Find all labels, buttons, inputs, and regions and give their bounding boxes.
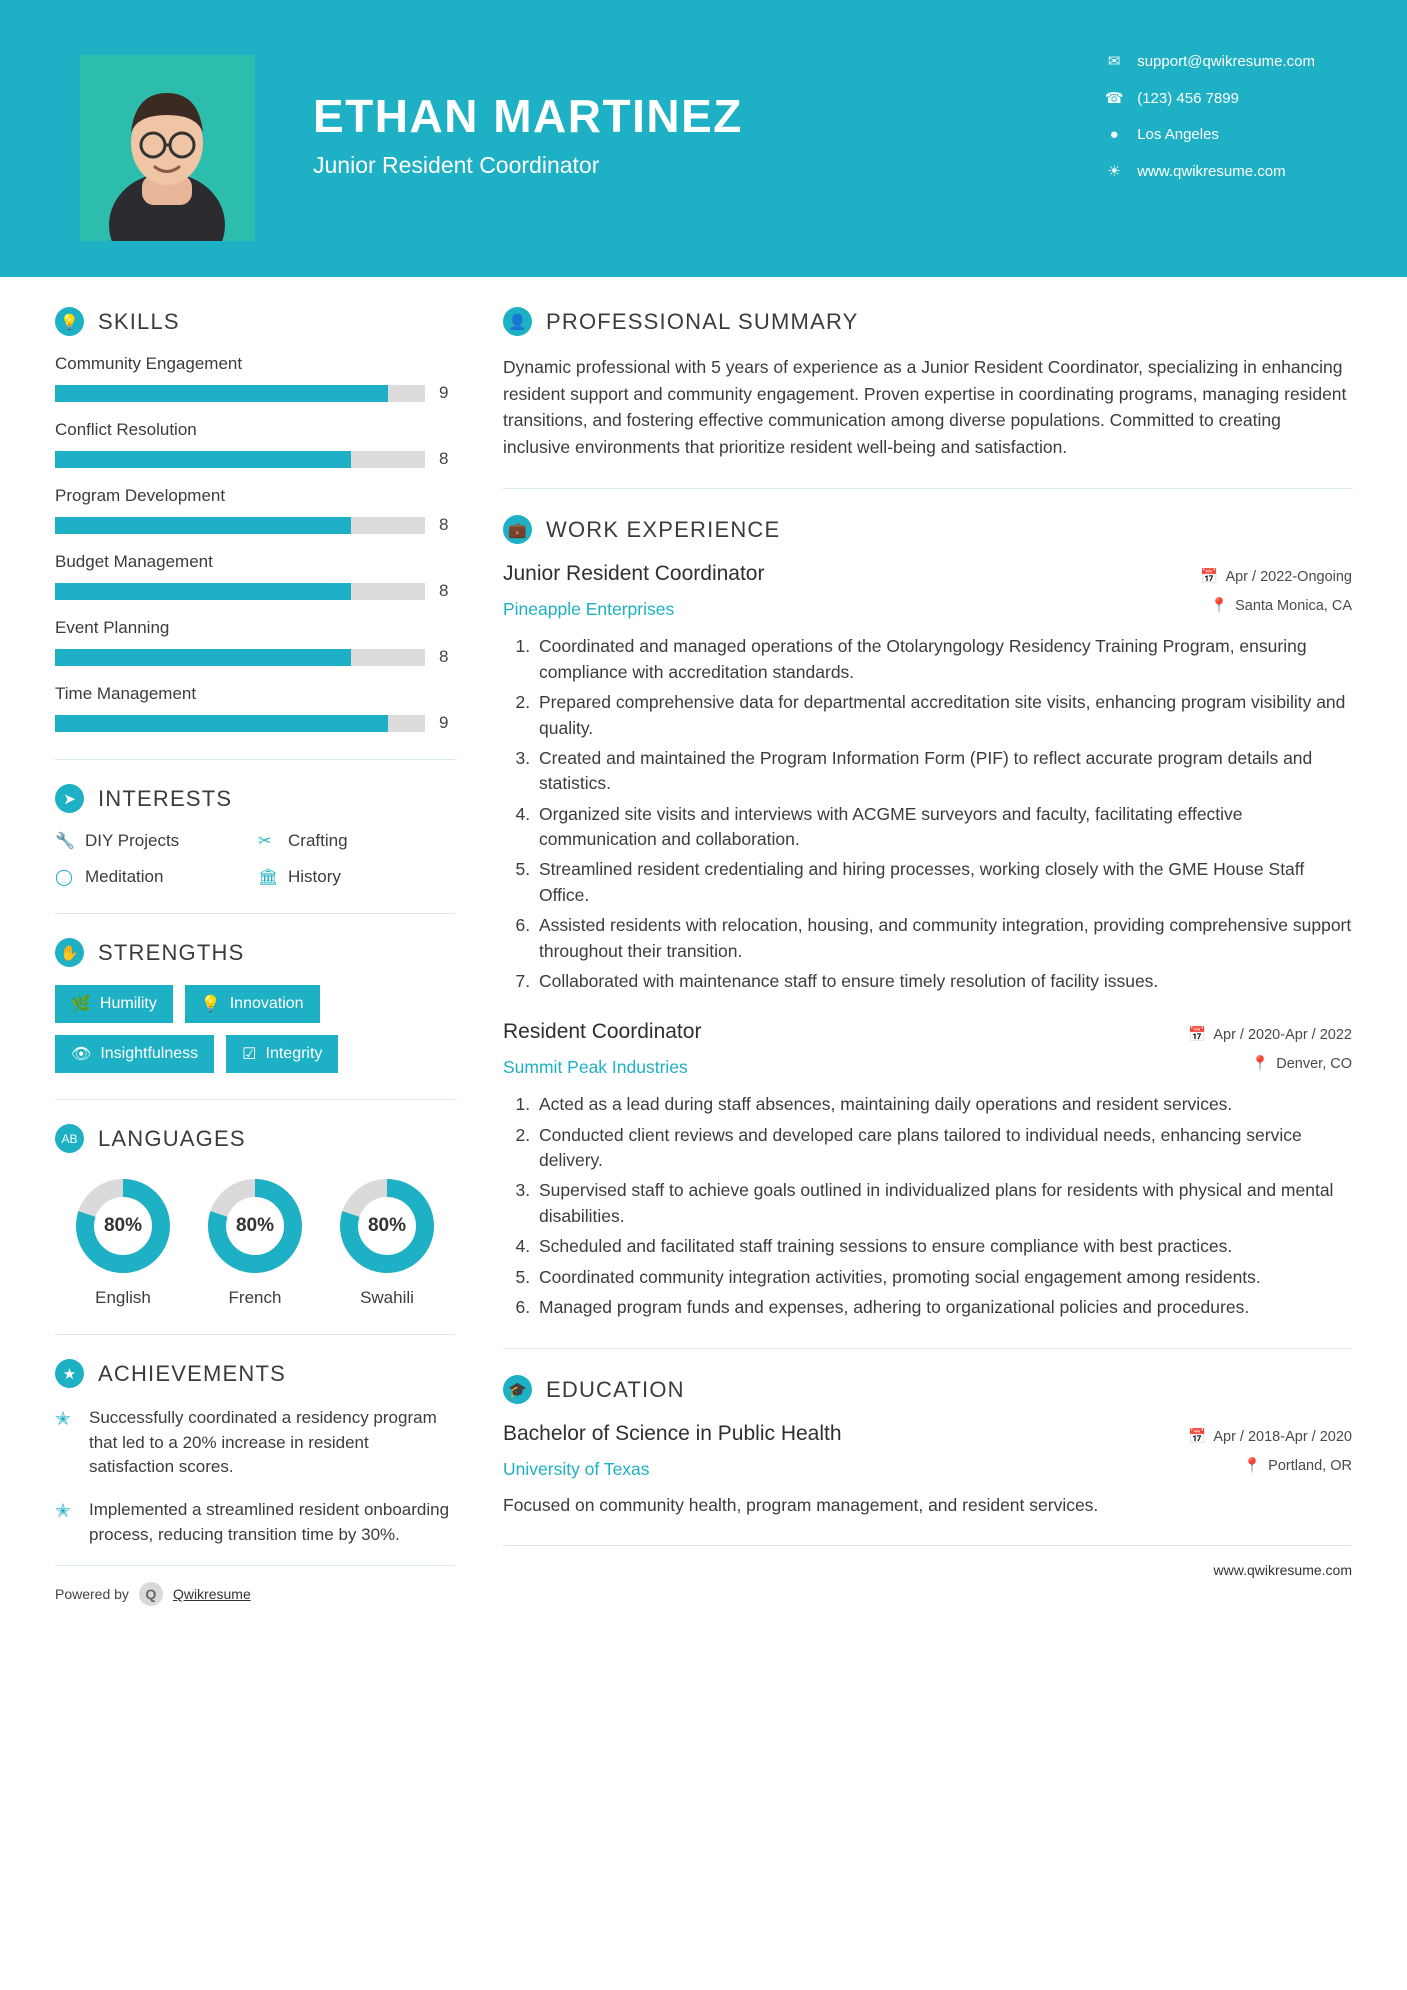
- job-dates-row: [1200, 568, 1352, 585]
- candidate-name: ETHAN MARTINEZ: [313, 90, 743, 142]
- job-company: Summit Peak Industries: [503, 1057, 688, 1078]
- language-donut: [206, 1177, 304, 1275]
- skill-bar: [55, 649, 425, 666]
- contact-location: [1101, 126, 1315, 143]
- strength-chip: [226, 1035, 338, 1073]
- calendar-icon: 📅: [1188, 1027, 1207, 1044]
- strength-label: Innovation: [229, 995, 304, 1012]
- skill-label: Budget Management: [55, 552, 213, 571]
- lightbulb-icon: 💡: [55, 307, 84, 336]
- languages-section: [55, 1124, 455, 1308]
- skill-bar: [55, 385, 425, 402]
- achievement-text: Implemented a streamlined resident onboarding process, reducing transition time by 30%.: [89, 1499, 450, 1544]
- skill-label: Event Planning: [55, 618, 170, 637]
- star-badge-icon: ★: [55, 1359, 84, 1388]
- contact-email-text: support@qwikresume.com: [1137, 52, 1315, 70]
- interest-label: DIY Projects: [85, 831, 180, 850]
- divider: [55, 1099, 455, 1100]
- contact-list: [1101, 52, 1315, 199]
- education-heading: [503, 1375, 1352, 1404]
- eye-icon: 👁: [71, 1046, 92, 1063]
- divider: [55, 759, 455, 760]
- divider: [55, 913, 455, 914]
- powered-by-footer: [55, 1565, 455, 1606]
- achievement-text: Successfully coordinated a residency program that led to a 20% increase in resident satisfaction scores.: [89, 1408, 437, 1477]
- experience-title: WORK EXPERIENCE: [546, 516, 781, 542]
- contact-website-text: www.qwikresume.com: [1137, 162, 1286, 180]
- hand-icon: ✋: [55, 938, 84, 967]
- right-column: [455, 307, 1352, 1606]
- strength-label: Insightfulness: [100, 1045, 199, 1062]
- interest-label: Meditation: [85, 867, 164, 886]
- interest-item: [55, 831, 252, 851]
- education-location: Portland, OR: [1268, 1457, 1352, 1474]
- skill-value: 8: [439, 581, 449, 600]
- divider: [503, 1348, 1352, 1349]
- interest-item: [258, 831, 455, 851]
- job-location: Santa Monica, CA: [1235, 597, 1352, 614]
- briefcase-icon: 💼: [503, 515, 532, 544]
- skill-value: 8: [439, 515, 449, 534]
- languages-title: LANGUAGES: [98, 1125, 246, 1151]
- scissors-icon: ✂: [258, 833, 272, 850]
- job-duty: 5. Streamlined resident credentialing and hiring processes, working closely with the GME House Staff Office.: [535, 857, 1352, 908]
- calendar-icon: 📅: [1188, 1429, 1207, 1446]
- interest-item: [258, 867, 455, 887]
- bulb-icon: 💡: [200, 996, 221, 1013]
- leaf-icon: 🌿: [71, 996, 91, 1013]
- skills-section: [55, 307, 455, 733]
- job-duties-list: [503, 1092, 1352, 1320]
- job-duty: 2. Prepared comprehensive data for departmental accreditation site visits, enhancing program visibility and quality.: [535, 690, 1352, 741]
- job-company: Pineapple Enterprises: [503, 599, 675, 620]
- language-icon: AB: [55, 1124, 84, 1153]
- globe-icon: ☀: [1107, 163, 1121, 180]
- job-role: Resident Coordinator: [503, 1020, 702, 1044]
- job-duty: 6. Managed program funds and expenses, adhering to organizational policies and procedures.: [535, 1295, 1352, 1320]
- skill-label: Time Management: [55, 684, 197, 703]
- contact-location-text: Los Angeles: [1137, 126, 1219, 143]
- job-location: Denver, CO: [1276, 1055, 1352, 1072]
- skill-item: [55, 420, 455, 469]
- divider: [55, 1334, 455, 1335]
- achievements-heading: [55, 1359, 455, 1388]
- strengths-heading: [55, 938, 455, 967]
- job-duty: 3. Supervised staff to achieve goals outlined in individualized plans for residents with physical and mental disabilities.: [535, 1178, 1352, 1229]
- job-location-row: [1210, 597, 1352, 614]
- achievements-title: ACHIEVEMENTS: [98, 1360, 286, 1386]
- star-icon: ✭: [55, 1500, 71, 1522]
- contact-email[interactable]: [1101, 52, 1315, 70]
- interests-section: [55, 784, 455, 887]
- job-duty: 4. Organized site visits and interviews with ACGME surveyors and faculty, facilitating effective communication and collaboration.: [535, 802, 1352, 853]
- job-duties-list: [503, 634, 1352, 994]
- job-duty: 1. Acted as a lead during staff absences, maintaining daily operations and resident services.: [535, 1092, 1352, 1117]
- location-pin-icon: 📍: [1210, 598, 1229, 615]
- wrench-icon: 🔧: [55, 833, 75, 850]
- strength-chip: [55, 1035, 214, 1073]
- education-dates: Apr / 2018-Apr / 2020: [1213, 1428, 1352, 1445]
- education-degree: Bachelor of Science in Public Health: [503, 1422, 842, 1446]
- job-duty: 5. Coordinated community integration activities, promoting social engagement among residents.: [535, 1265, 1352, 1290]
- language-percent: 80%: [367, 1215, 407, 1236]
- phone-icon: ☎: [1104, 90, 1124, 107]
- location-pin-icon: 📍: [1243, 1458, 1262, 1475]
- user-circle-icon: 👤: [503, 307, 532, 336]
- envelope-icon: ✉: [1107, 53, 1121, 70]
- skill-bar: [55, 715, 425, 732]
- interest-label: History: [288, 867, 341, 886]
- resume-header: [0, 0, 1407, 277]
- skill-value: 9: [439, 713, 449, 732]
- education-location-row: [1243, 1457, 1352, 1474]
- contact-website[interactable]: [1101, 162, 1315, 180]
- skill-value: 8: [439, 449, 449, 468]
- name-block: [313, 92, 743, 179]
- job-duty: 7. Collaborated with maintenance staff to ensure timely resolution of facility issues.: [535, 969, 1352, 994]
- experience-item: [503, 1020, 1352, 1320]
- job-duty: 6. Assisted residents with relocation, housing, and community integration, providing comprehensive support throughout their transition.: [535, 913, 1352, 964]
- experience-item: [503, 562, 1352, 994]
- skill-value: 8: [439, 647, 449, 666]
- star-icon: ✭: [55, 1409, 71, 1430]
- education-section: [503, 1375, 1352, 1518]
- job-duty: 2. Conducted client reviews and developed care plans tailored to individual needs, enhancing service delivery.: [535, 1123, 1352, 1174]
- website-footer: www.qwikresume.com: [503, 1545, 1352, 1578]
- qwikresume-logo-icon: Q: [139, 1582, 163, 1606]
- interests-heading: [55, 784, 455, 813]
- skill-bar: [55, 517, 425, 534]
- skills-title: SKILLS: [98, 308, 180, 334]
- skill-item: [55, 486, 455, 535]
- avatar: [80, 55, 255, 241]
- summary-text: Dynamic professional with 5 years of experience as a Junior Resident Coordinator, specializing in enhancing resident support and community engagement. Proven expertise in coordinating programs, managing resident transitions, and fostering effective communication among diverse populations. Committed to creating inclusive environments that prioritize resident well-being and satisfaction.: [503, 357, 1347, 457]
- skill-label: Conflict Resolution: [55, 420, 197, 439]
- skill-label: Program Development: [55, 486, 226, 505]
- skill-label: Community Engagement: [55, 354, 243, 373]
- location-pin-icon: 📍: [1251, 1056, 1270, 1073]
- candidate-title: Junior Resident Coordinator: [313, 152, 600, 179]
- interest-item: [55, 867, 252, 887]
- job-dates: Apr / 2020-Apr / 2022: [1213, 1026, 1352, 1043]
- interest-label: Crafting: [288, 831, 348, 850]
- job-duty: 3. Created and maintained the Program Information Form (PIF) to reflect accurate program details and statistics.: [535, 746, 1352, 797]
- language-donut: [74, 1177, 172, 1275]
- location-pin-icon: ●: [1109, 126, 1119, 143]
- achievement-item: [55, 1406, 455, 1480]
- strength-label: Humility: [99, 995, 157, 1012]
- education-school: University of Texas: [503, 1459, 650, 1480]
- summary-title: PROFESSIONAL SUMMARY: [546, 308, 859, 334]
- experience-section: [503, 515, 1352, 1320]
- job-duty: 1. Coordinated and managed operations of the Otolaryngology Residency Training Program, ensuring compliance with accreditation standards.: [535, 634, 1352, 685]
- qwikresume-brand-link[interactable]: Qwikresume: [172, 1586, 251, 1603]
- language-donut: [338, 1177, 436, 1275]
- language-name: English: [95, 1288, 151, 1307]
- bank-icon: 🏛: [258, 869, 279, 886]
- job-duty: 4. Scheduled and facilitated staff training sessions to ensure compliance with best practices.: [535, 1234, 1352, 1259]
- job-dates-row: [1188, 1026, 1352, 1043]
- calendar-icon: 📅: [1200, 569, 1219, 586]
- summary-heading: [503, 307, 1352, 336]
- contact-phone[interactable]: [1101, 89, 1315, 107]
- skills-heading: [55, 307, 455, 336]
- skill-item: [55, 618, 455, 667]
- language-percent: 80%: [235, 1215, 275, 1236]
- check-square-icon: ☑: [242, 1046, 257, 1063]
- interests-title: INTERESTS: [98, 785, 233, 811]
- left-column: [55, 307, 455, 1606]
- strength-chip: [55, 985, 173, 1023]
- language-item: [63, 1177, 183, 1308]
- language-item: [195, 1177, 315, 1308]
- resume-body: [0, 277, 1407, 1606]
- language-item: [327, 1177, 447, 1308]
- achievements-section: [55, 1359, 455, 1547]
- strengths-title: STRENGTHS: [98, 939, 245, 965]
- graduation-icon: 🎓: [503, 1375, 532, 1404]
- languages-heading: [55, 1124, 455, 1153]
- skill-bar: [55, 451, 425, 468]
- skill-item: [55, 684, 455, 733]
- language-percent: 80%: [103, 1215, 143, 1236]
- language-name: Swahili: [360, 1288, 414, 1307]
- skill-bar: [55, 583, 425, 600]
- divider: [503, 488, 1352, 489]
- achievement-item: [55, 1498, 455, 1547]
- job-dates: Apr / 2022-Ongoing: [1225, 568, 1352, 585]
- experience-heading: [503, 515, 1352, 544]
- paper-plane-icon: ➤: [55, 784, 84, 813]
- education-dates-row: [1188, 1428, 1352, 1445]
- skill-value: 9: [439, 383, 449, 402]
- summary-section: [503, 307, 1352, 460]
- education-title: EDUCATION: [546, 1376, 685, 1402]
- powered-by-label: Powered by: [55, 1586, 129, 1603]
- job-role: Junior Resident Coordinator: [503, 562, 765, 586]
- strengths-section: [55, 938, 455, 1073]
- education-description: Focused on community health, program management, and resident services.: [503, 1495, 1099, 1516]
- strength-label: Integrity: [265, 1045, 323, 1062]
- contact-phone-text: (123) 456 7899: [1137, 89, 1239, 107]
- skill-item: [55, 354, 455, 403]
- circle-icon: ◯: [55, 869, 73, 886]
- strength-chip: [185, 985, 320, 1023]
- skill-item: [55, 552, 455, 601]
- job-location-row: [1251, 1055, 1352, 1072]
- language-name: French: [228, 1288, 282, 1307]
